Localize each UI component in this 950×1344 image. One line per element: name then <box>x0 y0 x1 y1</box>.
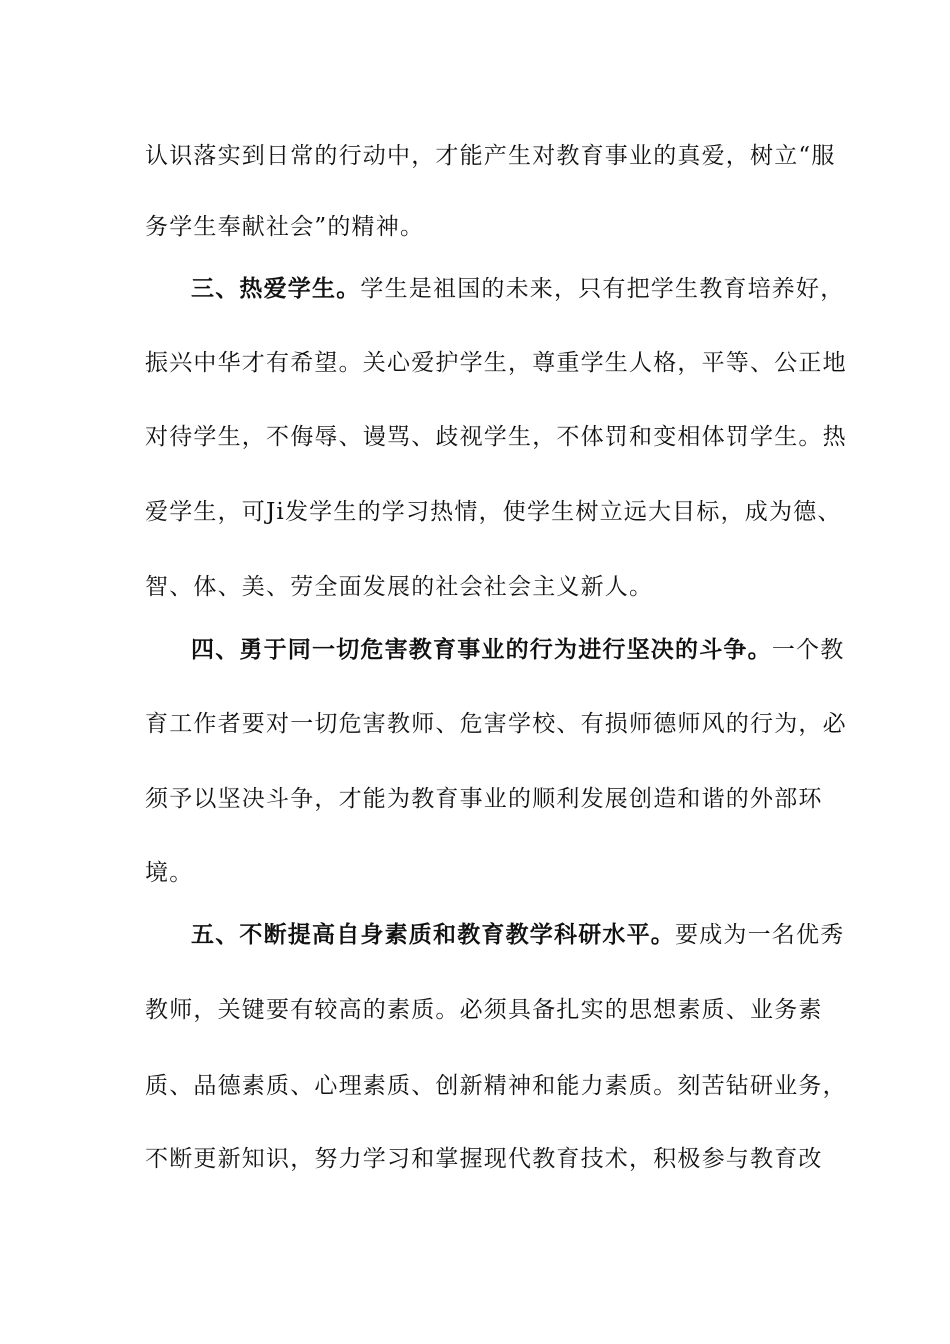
line-text: 境。 <box>145 860 194 886</box>
paragraph-line <box>145 1071 847 1101</box>
paragraph-line <box>145 995 823 1025</box>
line-text: 质、品德素质、心理素质、创新精神和能力素质。刻苦钻研业务， <box>145 1073 847 1099</box>
line-text: 须予以坚决斗争，才能为教育事业的顺利发展创造和谐的外部环 <box>145 786 823 812</box>
line-text: 育工作者要对一切危害教师、危害学校、有损师德师风的行为，必 <box>145 711 847 737</box>
line-text: 振兴中华才有希望。关心爱护学生，尊重学生人格，平等、公正地 <box>145 350 847 376</box>
paragraph-line <box>145 422 847 452</box>
section-heading-line-4 <box>191 635 851 665</box>
paragraph-line <box>145 212 805 242</box>
line-text: 爱学生，可Ji发学生的学习热情，使学生树立远大目标，成为德、 <box>145 499 842 525</box>
section-heading: 四、勇于同一切危害教育事业的行为进行坚决的斗争。 <box>191 636 772 663</box>
section-heading: 五、不断提高自身素质和教育教学科研水平。 <box>191 921 675 948</box>
line-text: 教师，关键要有较高的素质。必须具备扎实的思想素质、业务素 <box>145 997 823 1023</box>
paragraph-line <box>145 784 823 814</box>
line-text: 一个教 <box>771 637 845 663</box>
paragraph-line <box>145 858 805 888</box>
line-text: 对待学生，不侮辱、谩骂、歧视学生，不体罚和变相体罚学生。热 <box>145 424 847 450</box>
paragraph-line <box>145 1144 823 1174</box>
line-text: 务学生奉献社会”的精神。 <box>145 214 425 240</box>
line-text: 智、体、美、劳全面发展的社会社会主义新人。 <box>145 574 654 600</box>
section-heading-line-5 <box>191 920 851 950</box>
paragraph-line <box>145 709 847 739</box>
line-text: 认识落实到日常的行动中，才能产生对教育事业的真爱，树立“服 <box>145 143 836 169</box>
section-heading-line-3 <box>191 274 851 304</box>
section-heading: 三、热爱学生。 <box>191 275 361 302</box>
line-text: 要成为一名优秀 <box>675 922 845 948</box>
paragraph-line <box>145 497 842 527</box>
paragraph-line <box>145 572 805 602</box>
paragraph-line <box>145 348 847 378</box>
line-text: 学生是祖国的未来，只有把学生教育培养好， <box>360 276 845 302</box>
paragraph-line <box>145 141 836 171</box>
line-text: 不断更新知识，努力学习和掌握现代教育技术，积极参与教育改 <box>145 1146 823 1172</box>
